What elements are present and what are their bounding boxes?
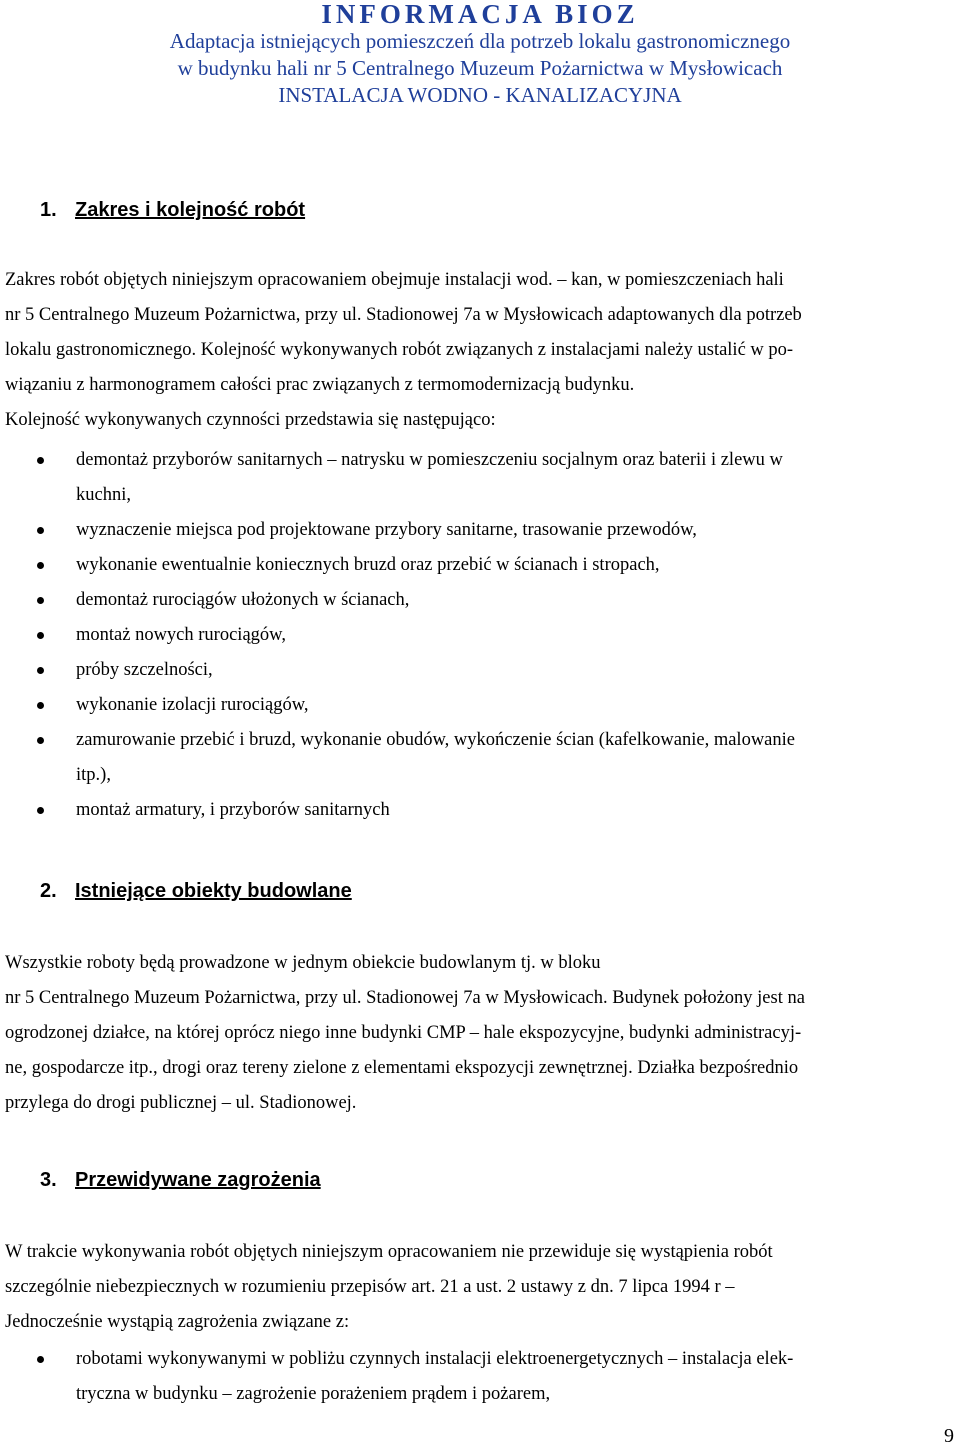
word: bloku [558,953,601,973]
header-line-3: INSTALACJA WODNO - KANALIZACYJNA [278,83,682,107]
list-item [0,618,960,653]
list-item-text: montaż nowych rurociągów, [76,625,286,645]
list-item-text: montaż armatury, i przyborów sanitarnych [76,800,390,820]
section-2-number: 2. [40,880,57,902]
section-1-title: Zakres i kolejność robót [75,199,306,221]
section-2-heading [40,879,352,903]
word: w [540,953,554,973]
bullet-icon [37,807,44,814]
list-item [0,793,960,828]
bullet-icon [37,562,44,569]
bullet-icon [37,457,44,464]
list-item [0,548,960,583]
paragraph-line: szczególnie niebezpiecznych w rozumieniu przepisów art. 21 a ust. 2 ustawy z dn. 7 lipca 1994 r – [5,1277,735,1297]
section-2-paragraph [5,946,960,1121]
header-line-2: w budynku hali nr 5 Centralnego Muzeum Pożarnictwa w Mysłowicach [177,56,783,80]
list-item-text: robotami wykonywanymi w pobliżu czynnych instalacji elektroenergetycznych – instalacja elek- [76,1349,794,1369]
list-item-text: wykonanie izolacji rurociągów, [76,695,309,715]
word: prowadzone [179,953,270,973]
bullet-icon [37,632,44,639]
word: roboty [86,953,135,973]
section-3-title: Przewidywane zagrożenia [75,1169,321,1191]
word: budowlanym [419,953,517,973]
paragraph-line: przylega do drogi publicznej – ul. Stadionowej. [5,1093,357,1113]
list-item [0,723,960,793]
paragraph-line: nr 5 Centralnego Muzeum Pożarnictwa, przy ul. Stadionowej 7a w Mysłowicach adaptowanych dla potrzeb [5,305,802,325]
word: obiekcie [352,953,416,973]
word: tj. [520,953,536,973]
word: w [274,953,288,973]
paragraph-line: nr 5 Centralnego Muzeum Pożarnictwa, przy ul. Stadionowej 7a w Mysłowicach. Budynek położony jest na [5,988,805,1008]
bullet-icon [37,527,44,534]
section-3-list [0,1342,960,1412]
bullet-icon [37,667,44,674]
page-number: 9 [944,1425,954,1447]
list-item [0,688,960,723]
list-item [0,583,960,618]
word: Wszystkie [5,953,83,973]
bullet-icon [37,737,44,744]
word: będą [139,953,175,973]
paragraph-line: W trakcie wykonywania robót objętych niniejszym opracowaniem nie przewiduje się wystąpienia robót [5,1242,773,1262]
header-line-1: Adaptacja istniejących pomieszczeń dla potrzeb lokalu gastronomicznego [169,29,791,53]
section-1-list [0,443,960,828]
list-item [0,513,960,548]
list-item [0,443,960,513]
word: jednym [292,953,348,973]
list-item-text: demontaż rurociągów ułożonych w ścianach, [76,590,410,610]
section-1-number: 1. [40,199,57,221]
bullet-icon [37,1356,44,1363]
section-1-paragraph [5,263,960,438]
paragraph-line: ne, gospodarcze itp., drogi oraz tereny zielone z elementami ekspozycji zewnętrznej. Działka bezpośrednio [5,1058,799,1078]
paragraph-line: Jednocześnie wystąpią zagrożenia związane z: [5,1312,350,1332]
list-item [0,653,960,688]
section-2-title: Istniejące obiekty budowlane [75,880,352,902]
section-3-paragraph [5,1235,960,1340]
section-3-number: 3. [40,1169,57,1191]
list-item-text: tryczna w budynku – zagrożenie porażeniem prądem i pożarem, [76,1384,551,1404]
paragraph-line [5,263,960,298]
paragraph-line [5,946,960,981]
list-item-text: demontaż przyborów sanitarnych – natrysku w pomieszczeniu socjalnym oraz baterii i zlewu w [76,450,783,470]
list-item-text: kuchni, [76,485,131,505]
bullet-icon [37,702,44,709]
bullet-icon [37,597,44,604]
list-item-text: wykonanie ewentualnie koniecznych bruzd oraz przebić w ścianach i stropach, [76,555,660,575]
paragraph-line: ogrodzonej działce, na której oprócz niego inne budynki CMP – hale ekspozycyjne, budynki administracyj- [5,1023,802,1043]
paragraph-line: lokalu gastronomicznego. Kolejność wykonywanych robót związanych z instalacjami należy ustalić w po- [5,340,794,360]
list-item-text: próby szczelności, [76,660,213,680]
list-intro: Kolejność wykonywanych czynności przedstawia się następująco: [5,410,496,430]
paragraph-line: wiązaniu z harmonogramem całości prac związanych z termomodernizacją budynku. [5,375,635,395]
list-item-text: wyznaczenie miejsca pod projektowane przybory sanitarne, trasowanie przewodów, [76,520,697,540]
section-3-heading [40,1168,321,1192]
list-item [0,1342,960,1412]
document-title: INFORMACJA BIOZ [321,0,639,29]
list-item-text: itp.), [76,765,111,785]
document-header [0,0,960,109]
list-item-text: zamurowanie przebić i bruzd, wykonanie obudów, wykończenie ścian (kafelkowanie, malowanie [76,730,795,750]
paragraph-line-text: Zakres robót objętych niniejszym opracowaniem obejmuje instalacji wod. – kan, w pomieszczeniach hali [5,270,784,290]
section-1-heading [40,198,305,222]
